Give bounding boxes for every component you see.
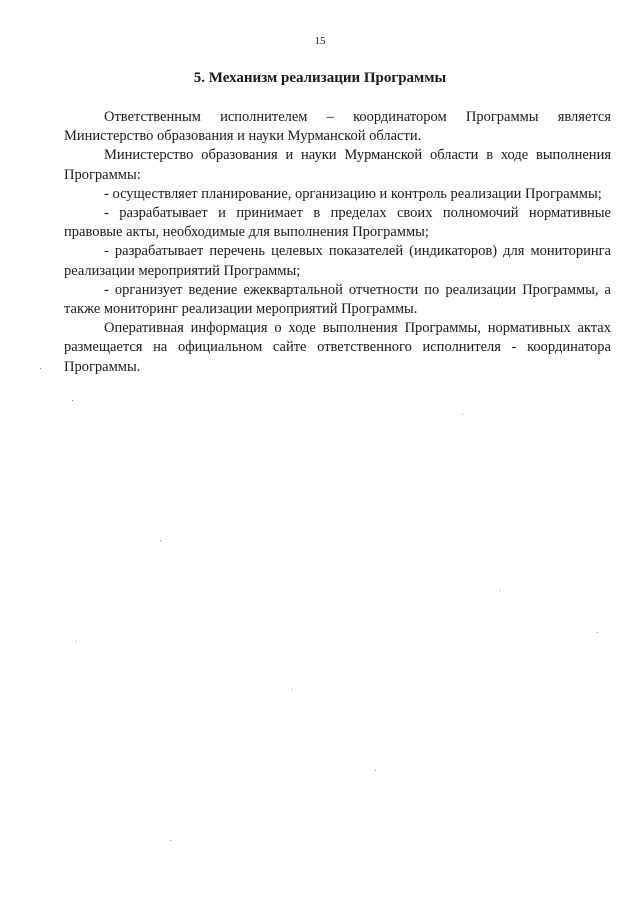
scan-speck bbox=[170, 840, 171, 841]
section-title: 5. Механизм реализации Программы bbox=[193, 70, 447, 86]
scan-speck bbox=[375, 770, 376, 771]
page-number: 15 bbox=[314, 35, 326, 47]
scan-speck bbox=[597, 632, 598, 633]
paragraph-duty-reporting: - организует ведение ежеквартальной отчетности по реализации Программы, а также мониторинг реализации мероприятий Программы. bbox=[64, 281, 611, 318]
paragraph-duty-planning: - осуществляет планирование, организацию и контроль реализации Программы; bbox=[104, 185, 602, 202]
paragraph-responsible-executor: Ответственным исполнителем – координатором Программы является Министерство образования и науки Мурманской области. bbox=[64, 109, 611, 145]
scan-speck bbox=[72, 400, 73, 401]
paragraph-duty-legal-acts: - разрабатывает и принимает в пределах своих полномочий нормативные правовые акты, необходимые для выполнения Программы; bbox=[64, 205, 611, 241]
paragraph-operational-info: Оперативная информация о ходе выполнения Программы, нормативных актах размещается на официальном сайте ответственного исполнителя - координатора Программы. bbox=[64, 320, 611, 375]
paragraph-ministry-duties-intro: Министерство образования и науки Мурманской области в ходе выполнения Программы: bbox=[64, 147, 611, 183]
scan-speck bbox=[500, 590, 501, 591]
scan-speck bbox=[292, 689, 293, 690]
paragraph-duty-indicators: - разрабатывает перечень целевых показателей (индикаторов) для мониторинга реализации мероприятий Программы; bbox=[64, 243, 611, 279]
scan-speck bbox=[75, 641, 76, 642]
scan-speck bbox=[160, 540, 161, 541]
scan-speck bbox=[462, 414, 463, 415]
document-body bbox=[64, 108, 611, 377]
scan-speck bbox=[40, 368, 41, 369]
